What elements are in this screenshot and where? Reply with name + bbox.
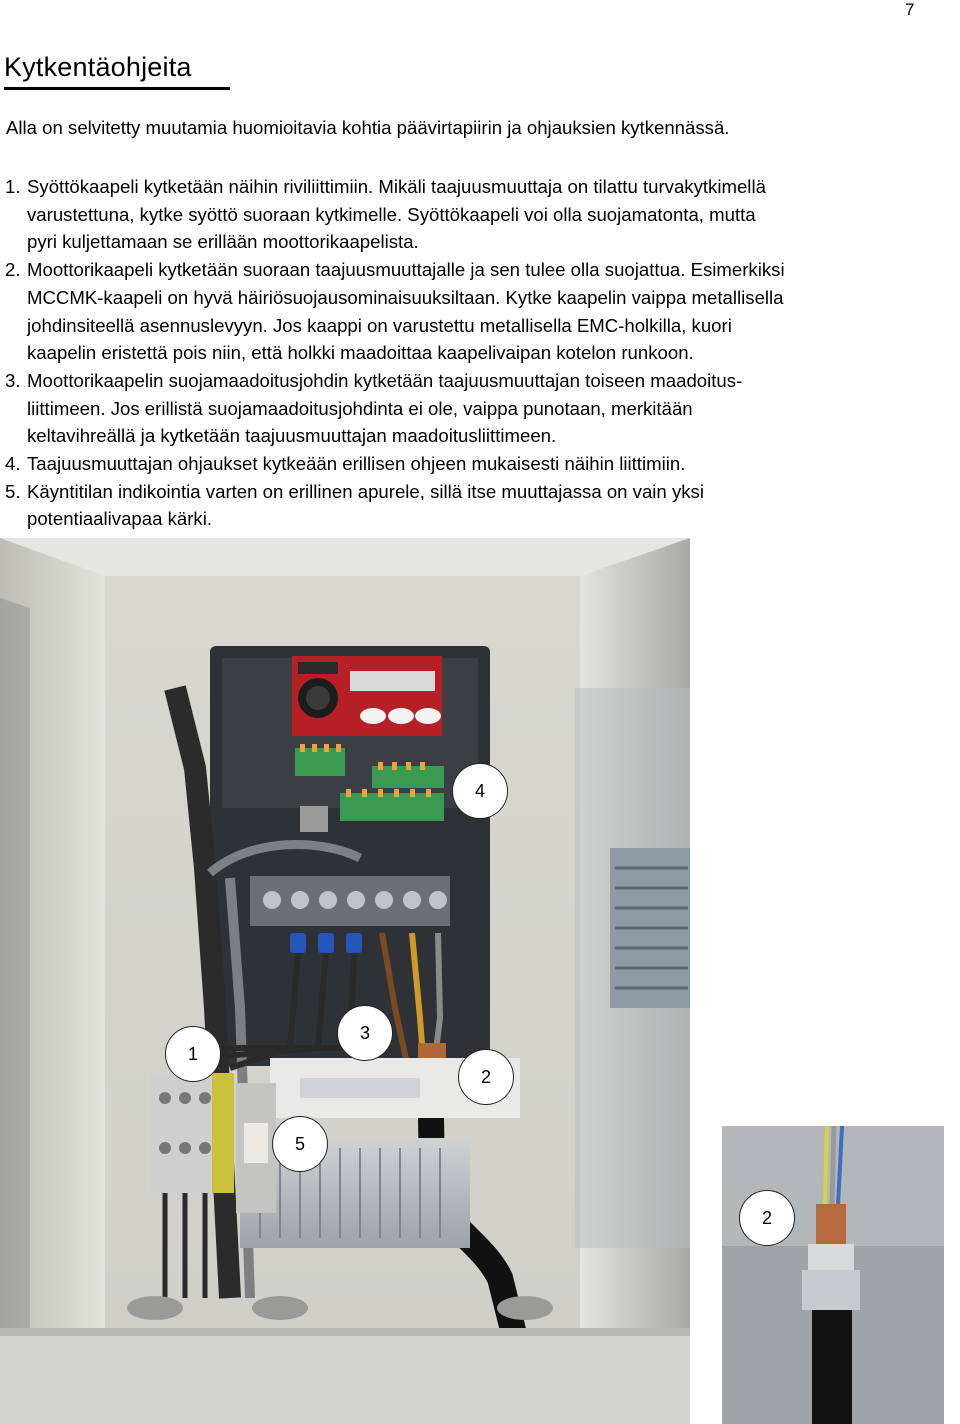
item-number: 2. xyxy=(5,259,21,281)
page-number: 7 xyxy=(905,0,915,19)
item-number: 4. xyxy=(5,453,21,475)
callout-2-inset: 2 xyxy=(739,1190,795,1246)
item-line: Moottorikaapeli kytketään suoraan taajuusmuuttajalle ja sen tulee olla suojattua. Esimerkiksi xyxy=(27,259,785,281)
item-number: 5. xyxy=(5,480,21,502)
page-title: Kytkentäohjeita xyxy=(4,52,230,90)
callout-5: 5 xyxy=(272,1116,328,1172)
item-line: Syöttökaapeli kytketään näihin riviliittimiin. Mikäli taajuusmuuttaja on tilattu turvakytkimellä xyxy=(27,176,766,197)
instruction-item-1 xyxy=(0,173,960,256)
item-line: Moottorikaapelin suojamaadoitusjohdin kytketään taajuusmuuttajan toiseen maadoitus- xyxy=(27,369,743,391)
instruction-list xyxy=(0,173,960,533)
item-line: liittimeen. Jos erillistä suojamaadoitusjohdinta ei ole, vaippa punotaan, merkitään xyxy=(27,397,693,419)
item-line: Taajuusmuuttajan ohjaukset kytkeään erillisen ohjeen mukaisesti näihin liittimiin. xyxy=(27,453,686,475)
item-line: varustettuna, kytke syöttö suoraan kytkimelle. Syöttökaapeli voi olla suojamatonta, mutta xyxy=(27,203,756,225)
enclosure-photo xyxy=(0,538,690,1424)
item-line: johdinsiteellä asennuslevyyn. Jos kaappi on varustettu metallisella EMC-holkilla, kuori xyxy=(27,314,732,336)
callout-2: 2 xyxy=(458,1049,514,1105)
item-line: pyri kuljettamaan se erillään moottorikaapelista. xyxy=(27,231,419,253)
item-line: potentiaalivapaa kärki. xyxy=(27,508,213,530)
item-number: 3. xyxy=(5,369,21,391)
item-line: kaapelin eristettä pois niin, että holkki maadoittaa kaapelivaipan kotelon runkoon. xyxy=(27,342,694,364)
item-line: MCCMK-kaapeli on hyvä häiriösuojausominaisuuksiltaan. Kytke kaapelin vaippa metallisella xyxy=(27,286,784,308)
callout-4: 4 xyxy=(452,763,508,819)
item-line: keltavihreällä ja kytketään taajuusmuuttajan maadoitusliittimeen. xyxy=(27,425,557,447)
instruction-item-3 xyxy=(0,367,960,450)
item-line: Käyntitilan indikointia varten on erillinen apurele, sillä itse muuttajassa on vain yksi xyxy=(27,480,704,502)
callout-1: 1 xyxy=(165,1026,221,1082)
instruction-item-2 xyxy=(0,256,960,367)
cable-gland-photo xyxy=(722,1126,944,1424)
instruction-item-4 xyxy=(0,450,960,478)
callout-3: 3 xyxy=(337,1005,393,1061)
intro-paragraph: Alla on selvitetty muutamia huomioitavia kohtia päävirtapiirin ja ohjauksien kytkennässä. xyxy=(6,117,730,138)
item-number: 1. xyxy=(5,176,21,197)
instruction-item-5 xyxy=(0,478,960,533)
